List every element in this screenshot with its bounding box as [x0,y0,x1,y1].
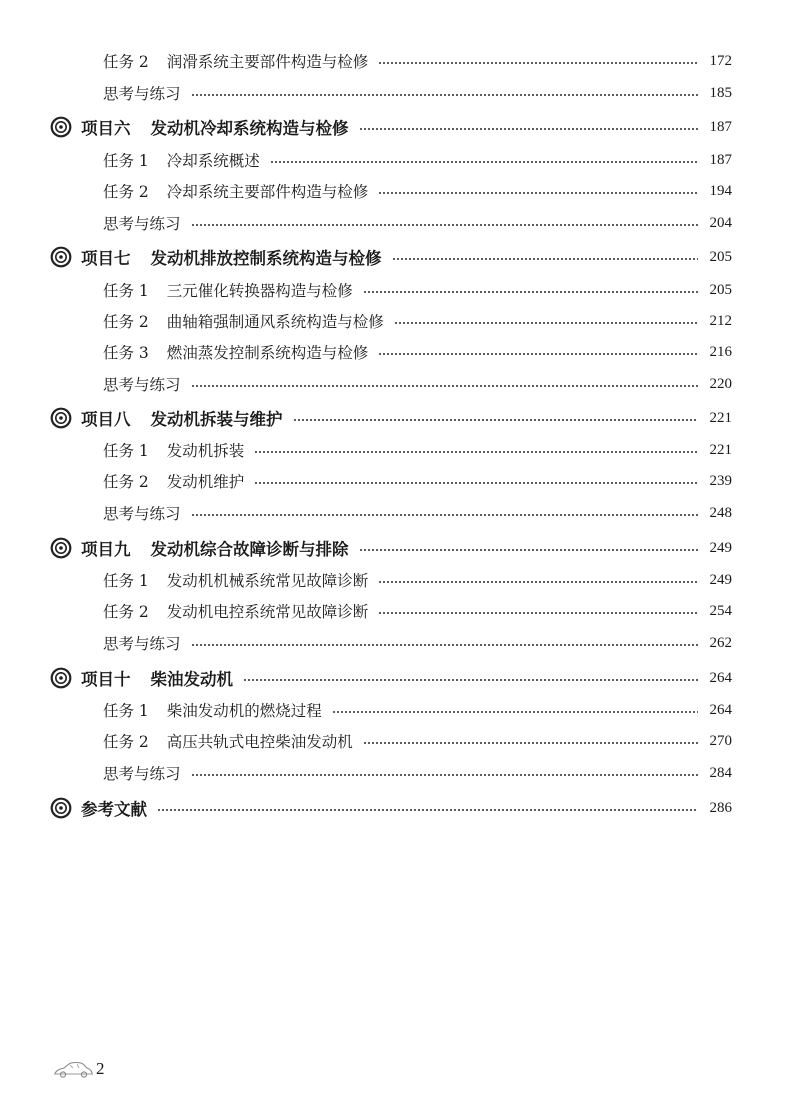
project-title: 发动机拆装与维护 [150,410,283,429]
entry-page: 221 [709,409,732,426]
entry-number: 任务 2 [103,473,149,491]
entry-number: 任务 1 [103,152,149,170]
toc-project-heading[interactable] [0,244,790,270]
toc-entry[interactable] [0,697,790,723]
entry-page: 264 [709,701,732,718]
entry-number: 任务 2 [103,313,149,331]
dot-leader [378,192,698,194]
toc-entry[interactable] [0,371,790,397]
project-number: 项目十 [81,670,131,689]
toc-entry[interactable] [0,760,790,786]
entry-title: 柴油发动机的燃烧过程 [166,702,322,720]
page-number: 2 [96,1059,105,1078]
entry-page: 284 [709,764,732,781]
entry-number: 任务 1 [103,282,149,300]
entry-page: 239 [709,472,732,489]
steering-wheel-icon [50,407,72,429]
project-number: 项目九 [81,540,131,559]
toc-entry[interactable] [0,567,790,593]
entry-page: 249 [709,571,732,588]
dot-leader [293,419,699,421]
dot-leader [191,94,698,96]
entry-title: 润滑系统主要部件构造与检修 [166,53,369,71]
entry-title: 思考与练习 [103,765,181,783]
dot-leader [191,774,698,776]
entry-page: 205 [709,248,732,265]
project-title: 发动机冷却系统构造与检修 [150,119,349,138]
toc-entry[interactable] [0,437,790,463]
car-outline-icon [52,1058,94,1080]
project-number: 项目六 [81,119,131,138]
dot-leader [392,258,699,260]
toc-entry[interactable] [0,178,790,204]
entry-page: 212 [709,312,732,329]
entry-page: 262 [709,634,732,651]
dot-leader [191,224,698,226]
entry-page: 187 [709,151,732,168]
dot-leader [378,353,698,355]
entry-title: 曲轴箱强制通风系统构造与检修 [166,313,384,331]
dot-leader [254,482,698,484]
entry-page: 194 [709,182,732,199]
entry-number: 任务 1 [103,702,149,720]
entry-title: 燃油蒸发控制系统构造与检修 [166,344,369,362]
entry-title: 思考与练习 [103,215,181,233]
project-title: 发动机排放控制系统构造与检修 [150,249,382,268]
dot-leader [332,711,698,713]
entry-page: 254 [709,602,732,619]
toc-project-heading[interactable] [0,405,790,431]
entry-page: 221 [709,441,732,458]
entry-page: 172 [709,52,732,69]
entry-number: 任务 2 [103,183,149,201]
project-title: 发动机综合故障诊断与排除 [150,540,349,559]
dot-leader [359,549,699,551]
dot-leader [394,322,698,324]
dot-leader [191,644,698,646]
steering-wheel-icon [50,537,72,559]
entry-number: 任务 3 [103,344,149,362]
toc-project-heading[interactable] [0,795,790,821]
toc-entry[interactable] [0,277,790,303]
toc-entry[interactable] [0,598,790,624]
project-number: 项目七 [81,249,131,268]
toc-entry[interactable] [0,728,790,754]
project-title: 参考文献 [81,800,147,819]
page-footer [52,1058,105,1080]
dot-leader [378,62,698,64]
toc-entry[interactable] [0,308,790,334]
toc-entry[interactable] [0,48,790,74]
entry-title: 发动机拆装 [166,442,245,460]
entry-page: 205 [709,281,732,298]
entry-page: 204 [709,214,732,231]
dot-leader [254,451,698,453]
entry-page: 187 [709,118,732,135]
toc-project-heading[interactable] [0,114,790,140]
entry-title: 发动机电控系统常见故障诊断 [166,603,369,621]
entry-number: 任务 2 [103,733,149,751]
entry-title: 发动机维护 [166,473,245,491]
entry-title: 高压共轨式电控柴油发动机 [166,733,353,751]
project-title: 柴油发动机 [150,670,233,689]
entry-number: 任务 1 [103,572,149,590]
toc-entry[interactable] [0,339,790,365]
entry-page: 216 [709,343,732,360]
toc-entry[interactable] [0,210,790,236]
steering-wheel-icon [50,246,72,268]
entry-number: 任务 2 [103,603,149,621]
toc-entry[interactable] [0,630,790,656]
entry-title: 发动机机械系统常见故障诊断 [166,572,369,590]
toc-project-heading[interactable] [0,665,790,691]
entry-page: 185 [709,84,732,101]
entry-title: 思考与练习 [103,505,181,523]
entry-title: 思考与练习 [103,376,181,394]
toc-entry[interactable] [0,468,790,494]
steering-wheel-icon [50,797,72,819]
entry-title: 冷却系统概述 [166,152,260,170]
entry-page: 248 [709,504,732,521]
steering-wheel-icon [50,667,72,689]
project-number: 项目八 [81,410,131,429]
dot-leader [157,809,698,811]
toc-entry[interactable] [0,147,790,173]
entry-number: 任务 1 [103,442,149,460]
entry-page: 220 [709,375,732,392]
entry-page: 264 [709,669,732,686]
dot-leader [378,612,698,614]
toc-entry[interactable] [0,80,790,106]
dot-leader [363,742,698,744]
entry-number: 任务 2 [103,53,149,71]
dot-leader [378,581,698,583]
entry-page: 249 [709,539,732,556]
dot-leader [191,514,698,516]
dot-leader [270,161,698,163]
dot-leader [359,128,699,130]
entry-page: 270 [709,732,732,749]
entry-title: 三元催化转换器构造与检修 [166,282,353,300]
entry-title: 冷却系统主要部件构造与检修 [166,183,369,201]
dot-leader [243,679,698,681]
toc-project-heading[interactable] [0,535,790,561]
toc-entry[interactable] [0,500,790,526]
dot-leader [191,385,698,387]
entry-page: 286 [709,799,732,816]
entry-title: 思考与练习 [103,85,181,103]
steering-wheel-icon [50,116,72,138]
dot-leader [363,291,698,293]
entry-title: 思考与练习 [103,635,181,653]
